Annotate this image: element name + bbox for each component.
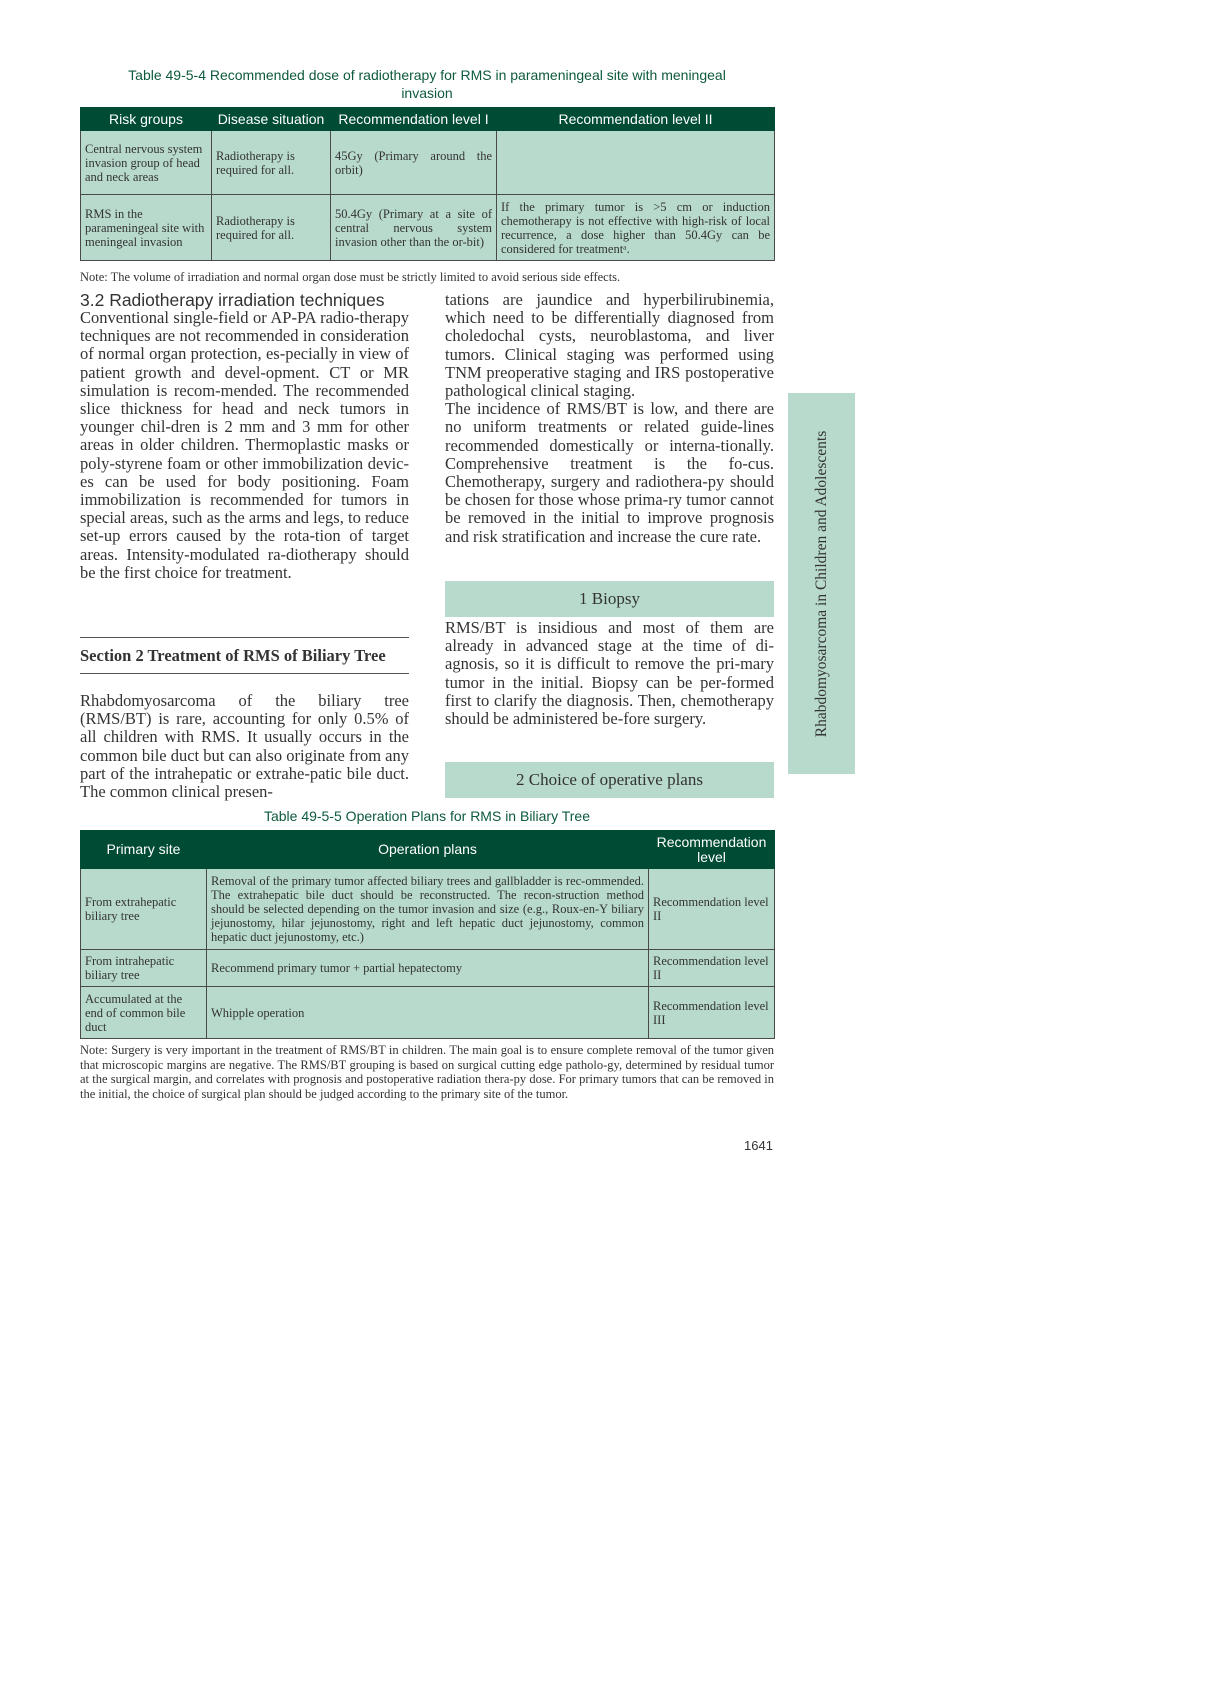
right-column-upper bbox=[445, 291, 774, 546]
table1-header-cell: Disease situation bbox=[212, 108, 331, 131]
table2-cell: Whipple operation bbox=[207, 987, 649, 1039]
table1-header-cell: Recommendation level I bbox=[331, 108, 497, 131]
biopsy-paragraph: RMS/BT is insidious and most of them are already in advanced stage at the time of di-agnosis, so it is difficult to remove the pri-mary tumor in the initial. Biopsy can be per-formed first to clarify the diagnosis. Then, chemotherapy should be administered be-fore surgery. bbox=[445, 618, 774, 729]
table-row bbox=[81, 987, 775, 1039]
table-row bbox=[81, 131, 775, 195]
radiotherapy-dose-table bbox=[80, 107, 775, 261]
table1-cell: Radiotherapy is required for all. bbox=[212, 195, 331, 261]
table2-cell: Recommendation level II bbox=[649, 869, 775, 950]
table1-caption-line2: invasion bbox=[401, 85, 453, 101]
table1-caption bbox=[80, 66, 774, 102]
table2-header-row bbox=[81, 831, 775, 869]
chapter-side-tab bbox=[788, 393, 855, 774]
table1-note: Note: The volume of irradiation and normal organ dose must be strictly limited to avoid serious side effects. bbox=[80, 270, 621, 284]
table1-cell: Central nervous system invasion group of head and neck areas bbox=[81, 131, 212, 195]
table2-header-cell: Primary site bbox=[81, 831, 207, 869]
radiotherapy-techniques-paragraph: Conventional single-field or AP-PA radio-therapy techniques are not recommended in consideration of normal organ protection, es-pecially in view of patient growth and devel-opment. CT or MR simulation is recom-mended. The recommended slice thickness for head and neck tumors in younger chil-dren is 2 mm and 3 mm for other areas in older children. Thermoplastic masks or poly-styrene foam or other immobilization devic-es can be used for body positioning. Foam immobilization is recommended for tumors in special areas, such as the arms and legs, to reduce set-up errors caused by the rota-tion of target areas. Intensity-modulated ra-diotherapy should be the first choice for treatment. bbox=[80, 308, 409, 582]
clinical-presentation-paragraph: tations are jaundice and hyperbilirubinemia, which need to be differentially diagnosed from choledochal cysts, neuroblastoma, and liver tumors. Clinical staging was performed using TNM preoperative staging and IRS postoperative pathological clinical staging. bbox=[445, 290, 774, 401]
table2-header-cell: Operation plans bbox=[207, 831, 649, 869]
table1-cell bbox=[497, 131, 775, 195]
table1-header-cell: Risk groups bbox=[81, 108, 212, 131]
table-row bbox=[81, 195, 775, 261]
table2-cell: Recommendation level III bbox=[649, 987, 775, 1039]
treatment-overview-paragraph: The incidence of RMS/BT is low, and there are no uniform treatments or related guide-lines recommended domestically or interna-tionally. Comprehensive treatment is the fo-cus. Chemotherapy, surgery and radiothera-py should be chosen for those whose prima-ry tumor cannot be removed in the initial to improve prognosis and risk stratification and increase the cure rate. bbox=[445, 399, 774, 546]
table-row bbox=[81, 950, 775, 987]
table2-cell: Recommend primary tumor + partial hepatectomy bbox=[207, 950, 649, 987]
table2-cell: Recommendation level II bbox=[649, 950, 775, 987]
table2-note: Note: Surgery is very important in the treatment of RMS/BT in children. The main goal is to ensure complete removal of the tumor given that microscopic margins are negative. The RMS/BT grouping is based on surgical cutting edge patholo-gy, determined by residual tumor at the surgical margin, and correlates with prognosis and postoperative radiation thera-py dose. For primary tumors that can be removed in the initial, the choice of surgical plan should be judged according to the primary site of the tumor. bbox=[80, 1043, 774, 1101]
table2-cell: From intrahepatic biliary tree bbox=[81, 950, 207, 987]
operation-plans-table bbox=[80, 830, 775, 1039]
table2-cell: Removal of the primary tumor affected biliary trees and gallbladder is rec-ommended. The extrahepatic bile duct should be reconstructed. The recon-struction method should be selected depending on the tumor invasion and size (e.g., Roux-en-Y biliary jejunostomy, hilar jejunostomy, right and left hepatic duct jejunostomy, common hepatic duct jejunostomy, etc.) bbox=[207, 869, 649, 950]
table1-cell: 50.4Gy (Primary at a site of central nervous system invasion other than the or-bit) bbox=[331, 195, 497, 261]
biopsy-heading: 1 Biopsy bbox=[445, 581, 774, 617]
table2-caption: Table 49-5-5 Operation Plans for RMS in Biliary Tree bbox=[263, 808, 591, 824]
table2-header-cell: Recommendation level bbox=[649, 831, 775, 869]
table2-cell: Accumulated at the end of common bile duct bbox=[81, 987, 207, 1039]
left-column bbox=[80, 291, 409, 582]
operative-plans-heading: 2 Choice of operative plans bbox=[445, 762, 774, 798]
table1-cell: 45Gy (Primary around the orbit) bbox=[331, 131, 497, 195]
section-heading: Section 2 Treatment of RMS of Biliary Tree bbox=[80, 637, 409, 674]
table1-caption-line1: Table 49-5-4 Recommended dose of radiotherapy for RMS in parameningeal site with meningeal bbox=[128, 67, 726, 83]
page-number: 1641 bbox=[744, 1138, 773, 1153]
table1-header-row bbox=[81, 108, 775, 131]
rms-bt-intro-paragraph: Rhabdomyosarcoma of the biliary tree (RMS/BT) is rare, accounting for only 0.5% of all children with RMS. It usually occurs in the common bile duct but can also originate from any part of the intrahepatic or extrahe-patic bile duct. The common clinical presen- bbox=[80, 691, 409, 802]
radiotherapy-techniques-subheading: 3.2 Radiotherapy irradiation techniques bbox=[80, 290, 385, 310]
table1-cell: If the primary tumor is >5 cm or induction chemotherapy is not effective with high-risk of local recurrence, a dose higher than 50.4Gy can be considered for treatmentᵃ. bbox=[497, 195, 775, 261]
table1-cell: RMS in the parameningeal site with meningeal invasion bbox=[81, 195, 212, 261]
table1-header-cell: Recommendation level II bbox=[497, 108, 775, 131]
table2-cell: From extrahepatic biliary tree bbox=[81, 869, 207, 950]
table1-cell: Radiotherapy is required for all. bbox=[212, 131, 331, 195]
table-row bbox=[81, 869, 775, 950]
chapter-side-tab-label: Rhabdomyosarcoma in Children and Adolescents bbox=[812, 430, 830, 737]
